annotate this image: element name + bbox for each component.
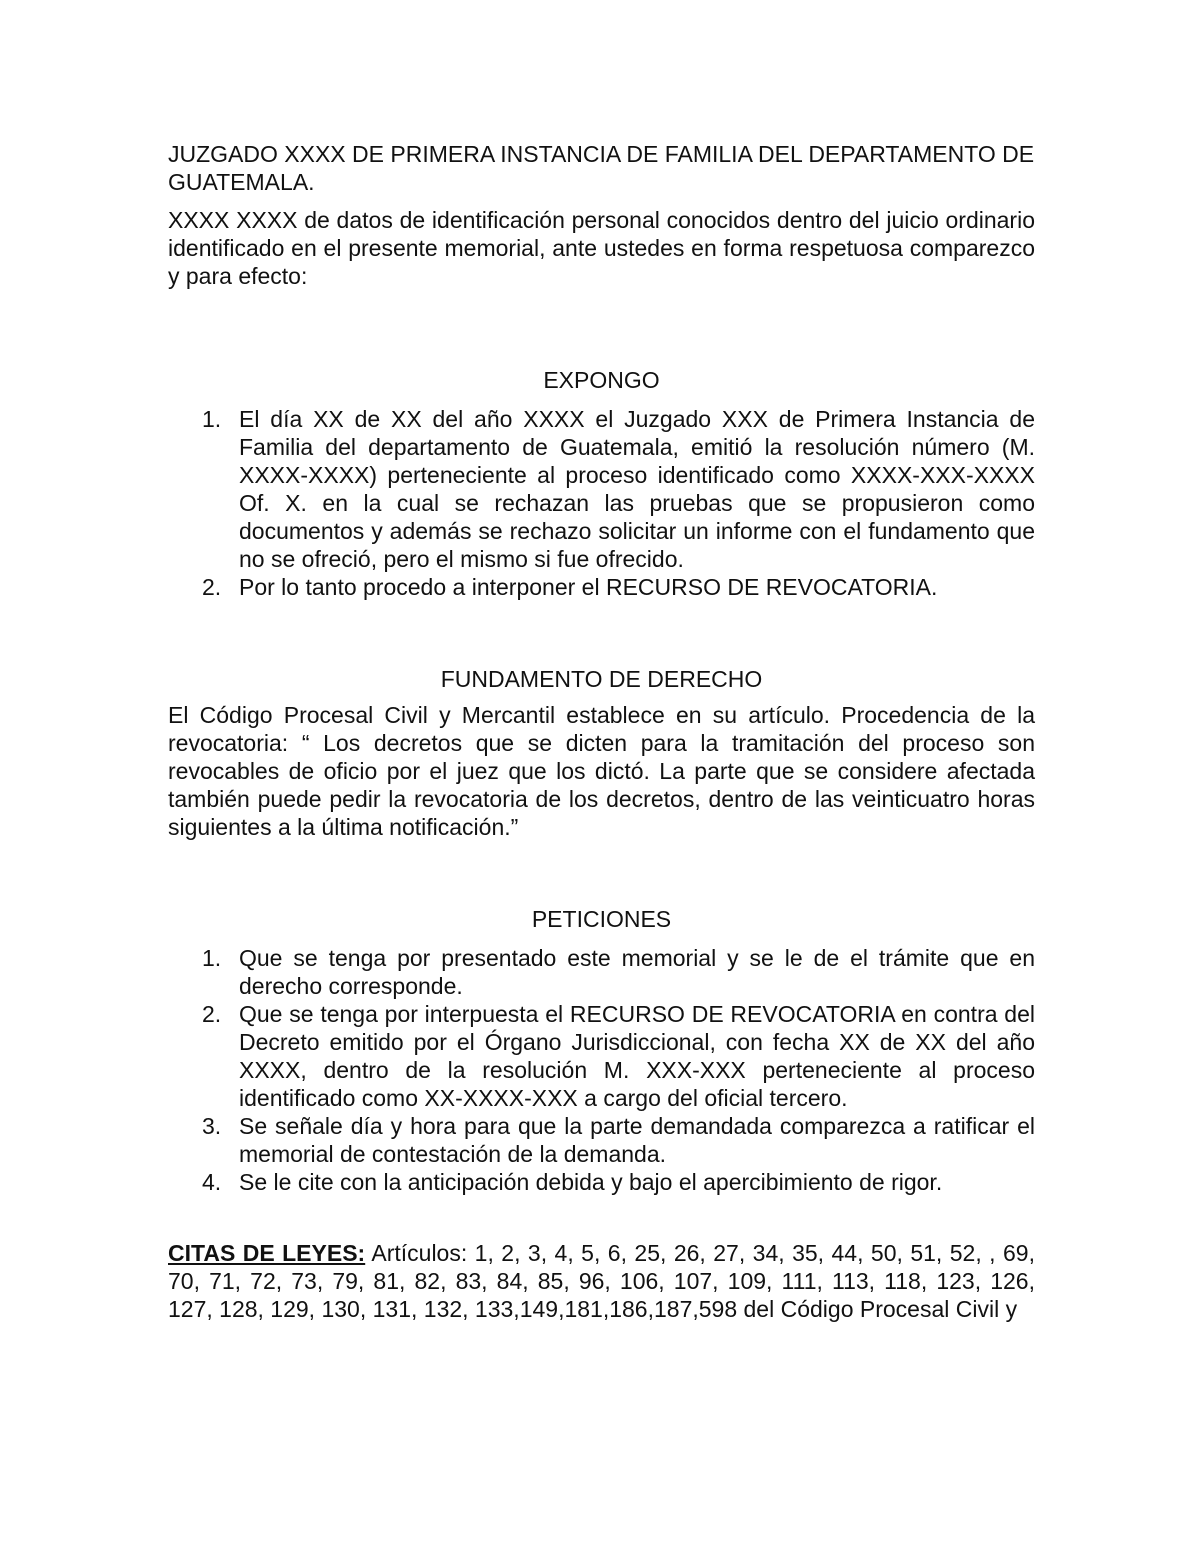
- list-item-text: Que se tenga por interpuesta el RECURSO DE REVOCATORIA en contra del Decreto emitido por el Órgano Jurisdiccional, con fecha XX de XX del año XXXX, dentro de la resolución M. XXX-XXX perteneciente al proceso identificado como XX-XXXX-XXX a cargo del oficial tercero.: [239, 1001, 1035, 1111]
- list-item-number: 3.: [202, 1113, 222, 1139]
- list-item-number: 2.: [202, 574, 222, 600]
- citas-paragraph: [168, 1239, 1035, 1323]
- court-header: JUZGADO XXXX DE PRIMERA INSTANCIA DE FAMILIA DEL DEPARTAMENTO DE GUATEMALA.: [168, 141, 1035, 195]
- list-item-number: 1.: [202, 945, 222, 971]
- list-item-text: Que se tenga por presentado este memorial y se le de el trámite que en derecho corresponde.: [239, 945, 1035, 999]
- list-item-text: Por lo tanto procedo a interponer el RECURSO DE REVOCATORIA.: [239, 574, 938, 600]
- expongo-heading: EXPONGO: [543, 367, 660, 393]
- intro-paragraph: XXXX XXXX de datos de identificación personal conocidos dentro del juicio ordinario identificado en el presente memorial, ante ustedes en forma respetuosa comparezco y para efecto:: [168, 207, 1035, 289]
- list-item-text: Se le cite con la anticipación debida y bajo el apercibimiento de rigor.: [239, 1169, 943, 1195]
- fundamento-paragraph: El Código Procesal Civil y Mercantil establece en su artículo. Procedencia de la revocatoria: “ Los decretos que se dicten para la tramitación del proceso son revocables de oficio por el juez que los dictó. La parte que se considere afectada también puede pedir la revocatoria de los decretos, dentro de las veinticuatro horas siguientes a la última notificación.”: [168, 702, 1035, 840]
- document-body: [168, 140, 1035, 1323]
- list-item: [168, 1112, 1035, 1168]
- list-item: [168, 1168, 1035, 1196]
- list-item-number: 2.: [202, 1001, 222, 1027]
- list-item-text: El día XX de XX del año XXXX el Juzgado XXX de Primera Instancia de Familia del departamento de Guatemala, emitió la resolución número (M. XXXX-XXXX) perteneciente al proceso identificado como XXXX-XXX-XXXX Of. X. en la cual se rechazan las pruebas que se propusieron como documentos y además se rechazo solicitar un informe con el fundamento que no se ofreció, pero el mismo si fue ofrecido.: [239, 406, 1035, 572]
- citas-label: CITAS DE LEYES:: [168, 1240, 366, 1266]
- list-item: [168, 405, 1035, 573]
- list-item: [168, 944, 1035, 1000]
- peticiones-list: [168, 944, 1035, 1196]
- fundamento-heading: FUNDAMENTO DE DERECHO: [440, 666, 763, 692]
- list-item-number: 1.: [202, 406, 222, 432]
- list-item-number: 4.: [202, 1169, 222, 1195]
- citas-text: Artículos: 1, 2, 3, 4, 5, 6, 25, 26, 27, 34, 35, 44, 50, 51, 52, , 69, 70, 71, 72, 73, 79, 81, 82, 83, 84, 85, 96, 106, 107, 109, 111, 113, 118, 123, 126, 127, 128, 129, 130, 131, 132, 133,149,181,186,187,598 del Código Procesal Civil y: [168, 1240, 1035, 1322]
- expongo-list: [168, 405, 1035, 601]
- list-item: [168, 573, 1035, 601]
- peticiones-heading: PETICIONES: [531, 906, 672, 932]
- list-item-text: Se señale día y hora para que la parte demandada comparezca a ratificar el memorial de contestación de la demanda.: [239, 1113, 1035, 1167]
- list-item: [168, 1000, 1035, 1112]
